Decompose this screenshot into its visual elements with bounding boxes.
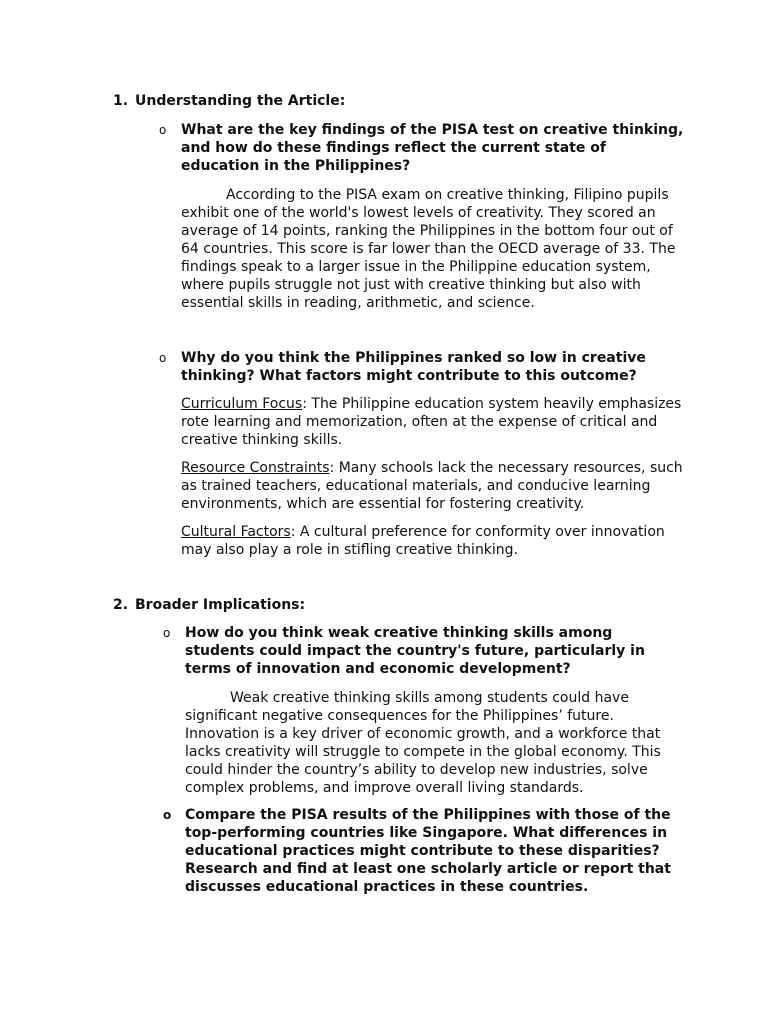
factor-text: : A cultural preference for conformity over innovation may also play a role in stifling creative thinking.	[181, 524, 665, 558]
question-item	[163, 624, 665, 797]
section-number: 2.	[113, 597, 129, 613]
question-text: How do you think weak creative thinking skills among students could impact the country's future, particularly in terms of innovation and economic development?	[185, 625, 645, 677]
question-text: What are the key findings of the PISA test on creative thinking, and how do these findings reflect the current state of education in the Philippines?	[181, 122, 684, 174]
bullet-marker: o	[163, 808, 172, 822]
section-number: 1.	[113, 93, 129, 109]
factor-label: Curriculum Focus	[181, 396, 303, 412]
factor-paragraph	[181, 395, 686, 449]
bullet-marker: o	[159, 351, 167, 365]
bullet-marker: o	[163, 626, 171, 640]
factor-text: : Many schools lack the necessary resources, such as trained teachers, educational materials, and conducive learning environments, which are essential for fostering creativity.	[181, 460, 683, 512]
section-heading	[113, 92, 345, 110]
question-item	[159, 349, 686, 559]
question-text: Why do you think the Philippines ranked so low in creative thinking? What factors might contribute to this outcome?	[181, 350, 646, 384]
factor-paragraph	[181, 523, 686, 559]
answer-paragraph: Weak creative thinking skills among students could have significant negative consequences for the Philippines’ future. Innovation is a key driver of economic growth, and a workforce that lacks creativity will struggle to compete in the global economy. This could hinder the country’s ability to develop new industries, solve complex problems, and improve overall living standards.	[185, 690, 661, 796]
factor-label: Cultural Factors	[181, 524, 291, 540]
factor-text: : The Philippine education system heavily emphasizes rote learning and memorization, often at the expense of critical and creative thinking skills.	[181, 396, 682, 448]
section-title: Broader Implications:	[135, 597, 306, 613]
section-title: Understanding the Article:	[135, 93, 346, 109]
answer-paragraph: According to the PISA exam on creative thinking, Filipino pupils exhibit one of the world's lowest levels of creativity. They scored an average of 14 points, ranking the Philippines in the bottom four out of 64 countries. This score is far lower than the OECD average of 33. The findings speak to a larger issue in the Philippine education system, where pupils struggle not just with creative thinking but also with essential skills in reading, arithmetic, and science.	[181, 187, 676, 311]
question-item	[163, 806, 675, 896]
question-item	[159, 121, 686, 312]
factor-paragraph	[181, 459, 686, 513]
factor-label: Resource Constraints	[181, 460, 330, 476]
bullet-marker: o	[159, 123, 167, 137]
question-text: Compare the PISA results of the Philippines with those of the top-performing countries like Singapore. What differences in educational practices might contribute to these disparities? Research and find at least one scholarly article or report that discusses educational practices in these countries.	[185, 807, 671, 895]
section-heading	[113, 596, 305, 614]
